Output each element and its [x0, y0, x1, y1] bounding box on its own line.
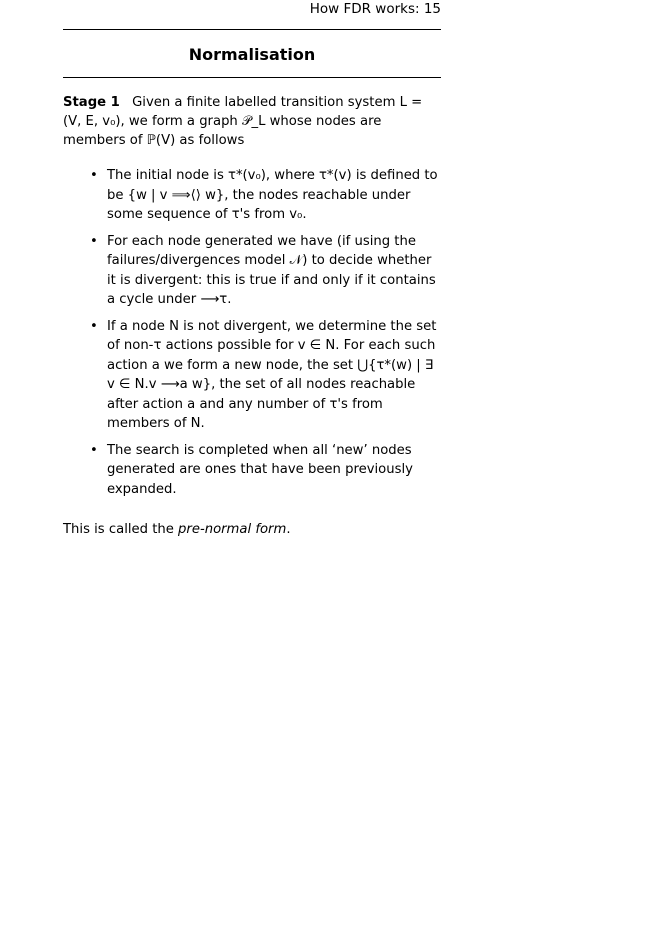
bullet-text: If a node N is not divergent, we determine the set of non-τ actions possible for v ∈ N. For each such action a we form a new node, the set ⋃{τ*(w) | ∃ v ∈ N.v ⟶a w}, the set of all nodes reachable after action a and any number of τ's from members of N. [107, 318, 437, 431]
closing-paragraph [63, 520, 443, 539]
closing-emphasis: pre-normal form [178, 522, 287, 537]
bullet-list [63, 166, 443, 506]
stage-label: Stage 1 [63, 95, 120, 110]
top-rule [63, 29, 441, 30]
section-title: Normalisation [188, 45, 316, 64]
intro-paragraph [63, 93, 443, 151]
bullet-icon: • [90, 442, 98, 458]
closing-suffix: . [286, 522, 291, 537]
closing-prefix: This is called the [63, 522, 179, 537]
bullet-text: The initial node is τ*(v₀), where τ*(v) is defined to be {w | v ⟹⟨⟩ w}, the nodes reachable under some sequence of τ's from v₀. [107, 168, 438, 222]
bullet-icon: • [90, 168, 98, 183]
intro-text: Given a finite labelled transition system L = (V, E, v₀), we form a graph 𝒫_L whose nodes are members of ℙ(V) as follows [63, 95, 423, 149]
list-item [63, 232, 443, 310]
bullet-text: The search is completed when all ‘new’ nodes generated are ones that have been previously expanded. [107, 442, 413, 497]
list-item [63, 441, 443, 500]
bottom-rule [63, 77, 441, 78]
running-head: How FDR works: 15 [309, 1, 441, 17]
bullet-icon: • [90, 318, 98, 334]
list-item [63, 317, 443, 434]
bullet-icon: • [90, 233, 98, 249]
list-item [63, 166, 443, 225]
bullet-text: For each node generated we have (if using the failures/divergences model 𝒩) to decide whether it is divergent: this is true if and only if it contains a cycle under ⟶τ. [107, 233, 436, 307]
